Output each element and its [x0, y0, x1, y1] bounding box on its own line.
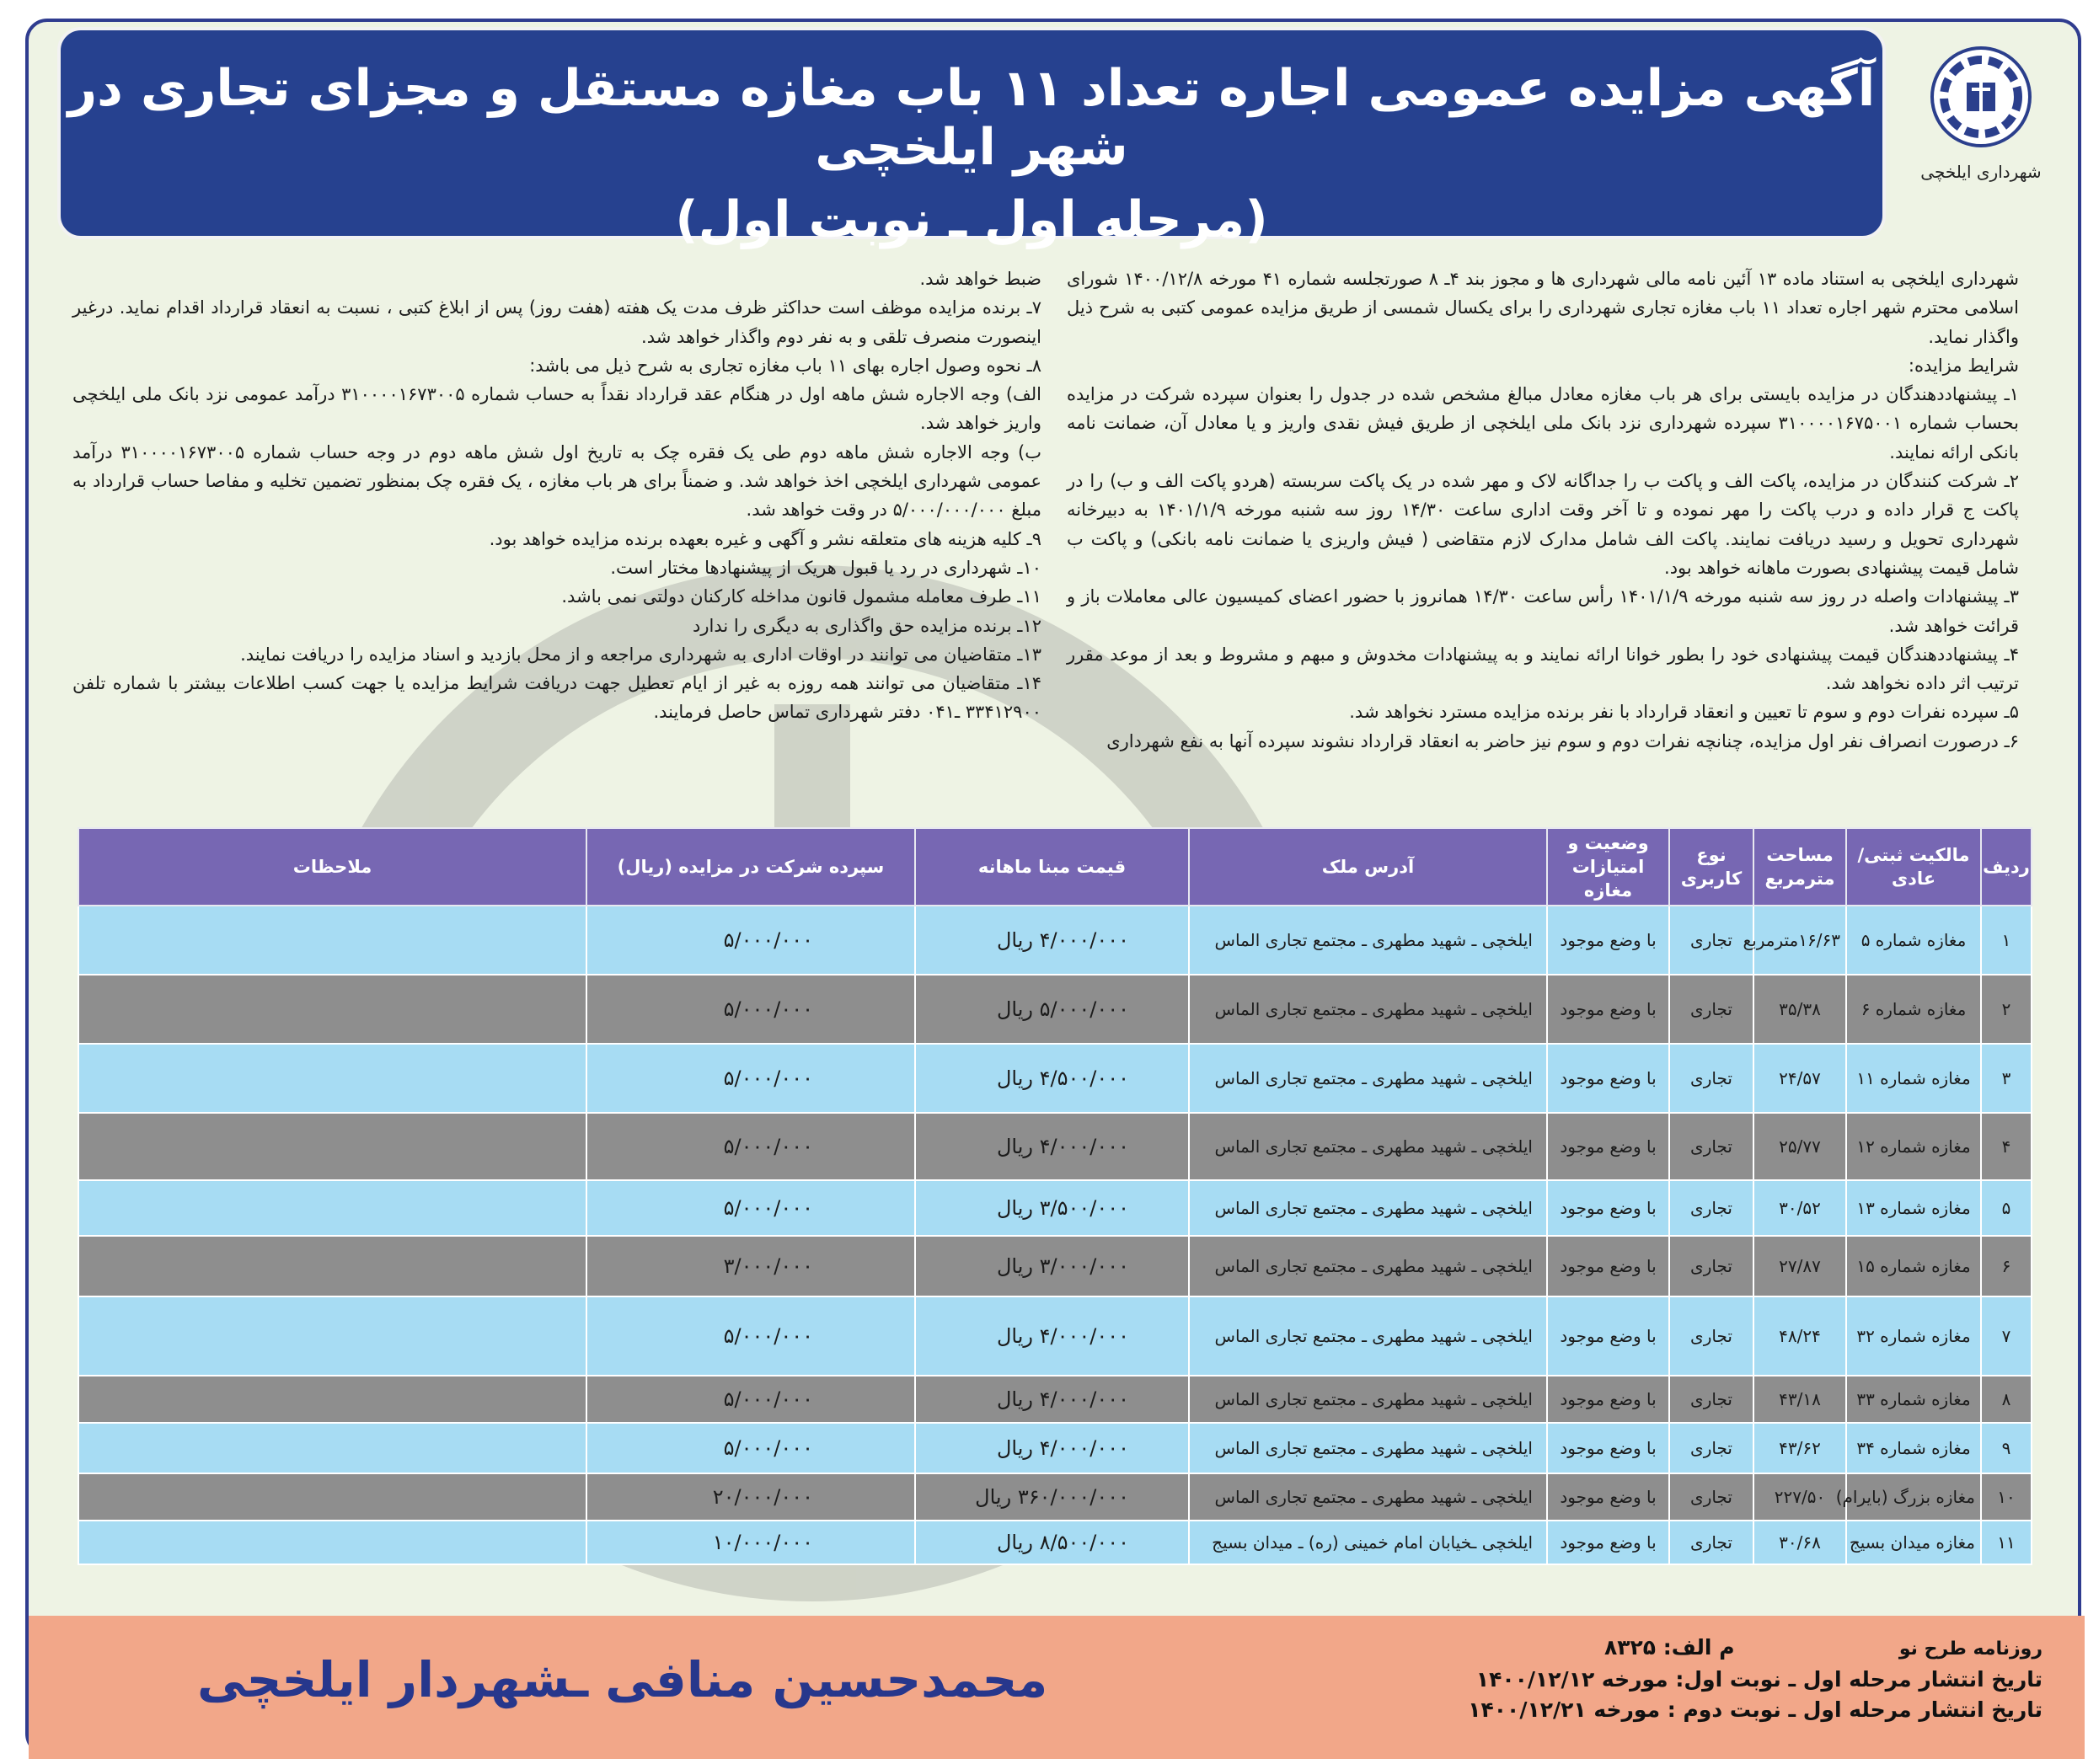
cell-status: با وضع موجود: [1547, 975, 1669, 1044]
condition-12: ۱۲ـ برنده مزایده حق واگذاری به دیگری را ندارد: [693, 615, 1041, 636]
cell-deposit: ۵/۰۰۰/۰۰۰: [586, 1296, 915, 1376]
condition-4: ۴ـ پیشنهاددهندگان قیمت پیشنهادی خود را بطور خوانا ارائه نمایند و به پیشنهادات مخدوش و مبهم و مشروط و بعد از موعد مقرر ترتیب اثر داده نخواهد شد.: [1067, 644, 2019, 694]
col-header-row-number: ردیف: [1981, 828, 2032, 906]
cell-owner: مغازه شماره ۱۱: [1846, 1044, 1981, 1113]
condition-7: ۷ـ برنده مزایده موظف است حداکثر ظرف مدت یک هفته (هفت روز) پس از ابلاغ کتبی ، نسبت به انعقاد قرارداد اقدام نماید. درغیر اینصورت منصرف تلقی و به نفر دوم واگذار خواهد شد.: [72, 297, 1041, 347]
cell-row-number: ۸: [1981, 1376, 2032, 1423]
cell-row-number: ۱: [1981, 906, 2032, 975]
cell-type: تجاری: [1669, 1044, 1753, 1113]
table-row: [78, 1236, 2032, 1296]
cell-price: ۳/۵۰۰/۰۰۰ ریال: [915, 1180, 1189, 1236]
publication-date-1: تاریخ انتشار مرحله اول ـ نوبت اول: مورخه ۱۴۰۰/۱۲/۱۲: [1475, 1667, 2042, 1692]
cell-area: ۴۸/۲۴: [1753, 1296, 1846, 1376]
table-row: [78, 1521, 2032, 1564]
cell-price: ۴/۰۰۰/۰۰۰ ریال: [915, 1296, 1189, 1376]
condition-3: ۳ـ پیشنهادات واصله در روز سه شنبه مورخه ۱۴۰۱/۱/۹ رأس ساعت ۱۴/۳۰ همانروز با حضور اعضای کمیسیون عالی معاملات باز و قرائت خواهد شد.: [1067, 586, 2019, 636]
cell-row-number: ۹: [1981, 1423, 2032, 1473]
condition-11: ۱۱ـ طرف معامله مشمول قانون مداخله کارکنان دولتی نمی باشد.: [561, 586, 1041, 607]
cell-status: با وضع موجود: [1547, 1113, 1669, 1180]
cell-owner: مغازه شماره ۵: [1846, 906, 1981, 975]
newspaper-name: روزنامه طرح نو: [1898, 1638, 2042, 1660]
col-header-status: وضعیت و امتیازات مغازه: [1547, 828, 1669, 906]
cell-notes: [78, 1113, 586, 1180]
cell-type: تجاری: [1669, 1236, 1753, 1296]
cell-type: تجاری: [1669, 1473, 1753, 1521]
cell-notes: [78, 1180, 586, 1236]
cell-notes: [78, 1423, 586, 1473]
cell-type: تجاری: [1669, 906, 1753, 975]
cell-price: ۴/۵۰۰/۰۰۰ ریال: [915, 1044, 1189, 1113]
cell-address: ایلخچی ـ شهید مطهری ـ مجتمع تجاری الماس: [1189, 1376, 1547, 1423]
cell-address: ایلخچی ـ شهید مطهری ـ مجتمع تجاری الماس: [1189, 1423, 1547, 1473]
cell-notes: [78, 1376, 586, 1423]
col-header-area: مساحت مترمربع: [1753, 828, 1846, 906]
cell-row-number: ۳: [1981, 1044, 2032, 1113]
ad-code: م الف: ۸۳۲۵: [1604, 1635, 1735, 1660]
cell-status: با وضع موجود: [1547, 1180, 1669, 1236]
table-row: [78, 1296, 2032, 1376]
cell-address: ایلخچی ـ شهید مطهری ـ مجتمع تجاری الماس: [1189, 975, 1547, 1044]
cell-deposit: ۵/۰۰۰/۰۰۰: [586, 975, 915, 1044]
cell-row-number: ۶: [1981, 1236, 2032, 1296]
mayor-signature: محمدحسین منافی ـشهردار ایلخچی: [197, 1651, 1048, 1708]
cell-type: تجاری: [1669, 1113, 1753, 1180]
terms-left-column: [72, 265, 1041, 727]
cell-row-number: ۴: [1981, 1113, 2032, 1180]
condition-2: ۲ـ شرکت کنندگان در مزایده، پاکت الف و پاکت ب را جداگانه لاک و مهر شده در یک پاکت سربسته (هردو پاکت الف و ب) را در پاکت ج قرار داده و درب پاکت را مهر نموده و تا آخر وقت اداری ساعت ۱۴/۳۰ روز سه شنبه مورخه ۱۴۰۱/۱/۹ به دبیرخانه شهرداری تحویل و رسید دریافت نمایند. پاکت الف شامل مدارک لازم متقاضی ( فیش واریزی یا ضمانت نامه بانکی) و پاکت ب شامل قیمت پیشنهادی بصورت ماهانه خواهد بود.: [1067, 471, 2019, 578]
table-row: [78, 906, 2032, 975]
cell-area: ۲۵/۷۷: [1753, 1113, 1846, 1180]
condition-8: ۸ـ نحوه وصول اجاره بهای ۱۱ باب مغازه تجاری به شرح ذیل می باشد:: [529, 355, 1041, 376]
cell-type: تجاری: [1669, 1521, 1753, 1564]
cell-type: تجاری: [1669, 1423, 1753, 1473]
table-row: [78, 1113, 2032, 1180]
cell-owner: مغازه بزرگ (بایرام): [1846, 1473, 1981, 1521]
cell-row-number: ۱۱: [1981, 1521, 2032, 1564]
table-header-row: [78, 828, 2032, 906]
cell-row-number: ۷: [1981, 1296, 2032, 1376]
shops-table: [78, 827, 2032, 1565]
table-row: [78, 975, 2032, 1044]
municipality-emblem-icon: [1926, 42, 2036, 152]
terms-right-column: [1067, 265, 2019, 756]
table-row: [78, 1180, 2032, 1236]
newspaper-line: [1468, 1633, 2042, 1665]
publication-date-2: تاریخ انتشار مرحله اول ـ نوبت دوم : مورخه ۱۴۰۰/۱۲/۲۱: [1468, 1697, 2042, 1722]
col-header-price: قیمت مبنا ماهانه: [915, 828, 1189, 906]
condition-9: ۹ـ کلیه هزینه های متعلقه نشر و آگهی و غیره بعهده برنده مزایده خواهد بود.: [489, 528, 1041, 549]
condition-8b: ب) وجه الاجاره شش ماهه دوم طی یک فقره چک به تاریخ اول شش ماهه دوم در وجه حساب شماره ۳۱۰۰۰۰۱۶۷۳۰۰۵ درآمد عمومی شهرداری ایلخچی اخذ خواهد شد. و ضمناً برای هر باب مغازه ، یک فقره چک بمنظور تضمین تخلیه و مفاصا حساب قرارداد به مبلغ ۵/۰۰۰/۰۰۰/۰۰۰ در وقت خواهد شد.: [72, 441, 1041, 521]
cell-row-number: ۲: [1981, 975, 2032, 1044]
cell-address: ایلخچی ـخیابان امام خمینی (ره) ـ میدان بسیج: [1189, 1521, 1547, 1564]
cell-area: ۲۷/۸۷: [1753, 1236, 1846, 1296]
cell-deposit: ۱۰/۰۰۰/۰۰۰: [586, 1521, 915, 1564]
table-row: [78, 1473, 2032, 1521]
condition-13: ۱۳ـ متقاضیان می توانند در اوقات اداری به شهرداری مراجعه و از محل بازدید و اسناد مزایده را دریافت نمایند.: [240, 644, 1041, 665]
footer-band: [29, 1616, 2085, 1759]
col-header-type: نوع کاربری: [1669, 828, 1753, 906]
cell-area: ۲۴/۵۷: [1753, 1044, 1846, 1113]
cell-notes: [78, 1236, 586, 1296]
cell-status: با وضع موجود: [1547, 906, 1669, 975]
conditions-heading: شرایط مزایده:: [1908, 355, 2019, 376]
cell-status: با وضع موجود: [1547, 1473, 1669, 1521]
condition-6: ۶ـ درصورت انصراف نفر اول مزایده، چنانچه نفرات دوم و سوم نیز حاضر به انعقاد قرارداد نشوند سپرده آنها به نفع شهرداری: [1106, 730, 2019, 751]
cell-deposit: ۵/۰۰۰/۰۰۰: [586, 1180, 915, 1236]
title-line-2: (مرحله اول ـ نوبت اول): [675, 190, 1268, 249]
cell-notes: [78, 1521, 586, 1564]
cell-owner: مغازه شماره ۶: [1846, 975, 1981, 1044]
cell-address: ایلخچی ـ شهید مطهری ـ مجتمع تجاری الماس: [1189, 1236, 1547, 1296]
cell-notes: [78, 1044, 586, 1113]
intro-paragraph: شهرداری ایلخچی به استناد ماده ۱۳ آئین نامه مالی شهرداری ها و مجوز بند ۴ـ ۸ صورتجلسه شماره ۴۱ مورخه ۱۴۰۰/۱۲/۸ شورای اسلامی محترم شهر اجاره تعداد ۱۱ باب مغازه تجاری شهرداری را برای یکسال شمسی از طریق مزایده عمومی کتبی به شرح ذیل واگذار نماید.: [1067, 269, 2019, 347]
cell-area: ۴۳/۱۸: [1753, 1376, 1846, 1423]
cell-price: ۸/۵۰۰/۰۰۰ ریال: [915, 1521, 1189, 1564]
cell-deposit: ۲۰/۰۰۰/۰۰۰: [586, 1473, 915, 1521]
cell-price: ۴/۰۰۰/۰۰۰ ریال: [915, 1423, 1189, 1473]
cell-deposit: ۵/۰۰۰/۰۰۰: [586, 1044, 915, 1113]
cell-status: با وضع موجود: [1547, 1423, 1669, 1473]
cell-owner: مغازه شماره ۳۴: [1846, 1423, 1981, 1473]
cell-area: ۴۳/۶۲: [1753, 1423, 1846, 1473]
condition-8a: الف) وجه الاجاره شش ماهه اول در هنگام عقد قرارداد نقداً به حساب شماره ۳۱۰۰۰۰۱۶۷۳۰۰۵ درآمد عمومی نزد بانک ملی ایلخچی واریز خواهد شد.: [72, 384, 1041, 434]
cell-owner: مغازه میدان بسیج: [1846, 1521, 1981, 1564]
cell-status: با وضع موجود: [1547, 1044, 1669, 1113]
cell-price: ۴/۰۰۰/۰۰۰ ریال: [915, 1113, 1189, 1180]
title-line-1: آگهی مزایده عمومی اجاره تعداد ۱۱ باب مغازه مستقل و مجزای تجاری در شهر ایلخچی: [67, 59, 1876, 177]
cell-status: با وضع موجود: [1547, 1376, 1669, 1423]
cell-address: ایلخچی ـ شهید مطهری ـ مجتمع تجاری الماس: [1189, 1473, 1547, 1521]
cell-address: ایلخچی ـ شهید مطهری ـ مجتمع تجاری الماس: [1189, 1180, 1547, 1236]
cell-deposit: ۵/۰۰۰/۰۰۰: [586, 1423, 915, 1473]
cell-deposit: ۵/۰۰۰/۰۰۰: [586, 906, 915, 975]
cell-address: ایلخچی ـ شهید مطهری ـ مجتمع تجاری الماس: [1189, 1113, 1547, 1180]
cell-type: تجاری: [1669, 1376, 1753, 1423]
title-banner: [57, 27, 1886, 249]
table-row: [78, 1044, 2032, 1113]
cell-notes: [78, 975, 586, 1044]
table-row: [78, 1423, 2032, 1473]
col-header-address: آدرس ملک: [1189, 828, 1547, 906]
cell-owner: مغازه شماره ۳۲: [1846, 1296, 1981, 1376]
cell-row-number: ۵: [1981, 1180, 2032, 1236]
condition-14: ۱۴ـ متقاضیان می توانند همه روزه به غیر از ایام تعطیل جهت دریافت شرایط مزایده یا جهت کسب اطلاعات بیشتر با شماره تلفن ۳۳۴۱۲۹۰۰ ـ۰۴۱ دفتر شهرداری تماس حاصل فرمایند.: [72, 673, 1041, 723]
cell-price: ۴/۰۰۰/۰۰۰ ریال: [915, 1376, 1189, 1423]
cell-area: ۳۵/۳۸: [1753, 975, 1846, 1044]
cell-owner: مغازه شماره ۱۵: [1846, 1236, 1981, 1296]
cell-area: ۳۰/۵۲: [1753, 1180, 1846, 1236]
cell-price: ۳۶۰/۰۰۰/۰۰۰ ریال: [915, 1473, 1189, 1521]
cell-deposit: ۵/۰۰۰/۰۰۰: [586, 1376, 915, 1423]
cell-row-number: ۱۰: [1981, 1473, 2032, 1521]
cell-address: ایلخچی ـ شهید مطهری ـ مجتمع تجاری الماس: [1189, 1044, 1547, 1113]
municipality-logo: [1918, 42, 2044, 236]
cell-deposit: ۳/۰۰۰/۰۰۰: [586, 1236, 915, 1296]
cell-price: ۳/۰۰۰/۰۰۰ ریال: [915, 1236, 1189, 1296]
cell-type: تجاری: [1669, 1296, 1753, 1376]
cell-notes: [78, 1473, 586, 1521]
cell-address: ایلخچی ـ شهید مطهری ـ مجتمع تجاری الماس: [1189, 1296, 1547, 1376]
cell-owner: مغازه شماره ۱۳: [1846, 1180, 1981, 1236]
cell-status: با وضع موجود: [1547, 1296, 1669, 1376]
cell-price: ۴/۰۰۰/۰۰۰ ریال: [915, 906, 1189, 975]
publication-info: [1468, 1633, 2042, 1725]
condition-10: ۱۰ـ شهرداری در رد یا قبول هریک از پیشنهادها مختار است.: [610, 557, 1041, 578]
cell-area: ۳۰/۶۸: [1753, 1521, 1846, 1564]
condition-1: ۱ـ پیشنهاددهندگان در مزایده بایستی برای هر باب مغازه معادل مبالغ مشخص شده در جدول را بعنوان سپرده شرکت در مزایده بحساب شماره ۳۱۰۰۰۰۱۶۷۵۰۰۱ سپرده شهرداری نزد بانک ملی ایلخچی از طریق فیش نقدی واریز و یا معادل آن، ضمانت نامه بانکی ارائه نمایند.: [1067, 384, 2020, 462]
condition-6-cont: ضبط خواهد شد.: [919, 269, 1041, 289]
cell-owner: مغازه شماره ۱۲: [1846, 1113, 1981, 1180]
cell-notes: [78, 1296, 586, 1376]
col-header-deposit: سپرده شرکت در مزایده (ریال): [586, 828, 915, 906]
cell-notes: [78, 906, 586, 975]
cell-area: ۱۶/۶۳مترمربع: [1753, 906, 1846, 975]
cell-status: با وضع موجود: [1547, 1236, 1669, 1296]
table-row: [78, 1376, 2032, 1423]
cell-address: ایلخچی ـ شهید مطهری ـ مجتمع تجاری الماس: [1189, 906, 1547, 975]
logo-caption: شهرداری ایلخچی: [1920, 162, 2042, 182]
col-header-notes: ملاحظات: [78, 828, 586, 906]
cell-deposit: ۵/۰۰۰/۰۰۰: [586, 1113, 915, 1180]
advertisement-page: [25, 19, 2081, 1756]
cell-type: تجاری: [1669, 1180, 1753, 1236]
condition-5: ۵ـ سپرده نفرات دوم و سوم تا تعیین و انعقاد قرارداد با نفر برنده مزایده مسترد نخواهد شد.: [1349, 702, 2019, 723]
cell-type: تجاری: [1669, 975, 1753, 1044]
cell-owner: مغازه شماره ۳۳: [1846, 1376, 1981, 1423]
cell-price: ۵/۰۰۰/۰۰۰ ریال: [915, 975, 1189, 1044]
cell-status: با وضع موجود: [1547, 1521, 1669, 1564]
cell-area: ۲۲۷/۵۰: [1753, 1473, 1846, 1521]
col-header-owner: مالکیت ثبتی/عادی: [1846, 828, 1981, 906]
